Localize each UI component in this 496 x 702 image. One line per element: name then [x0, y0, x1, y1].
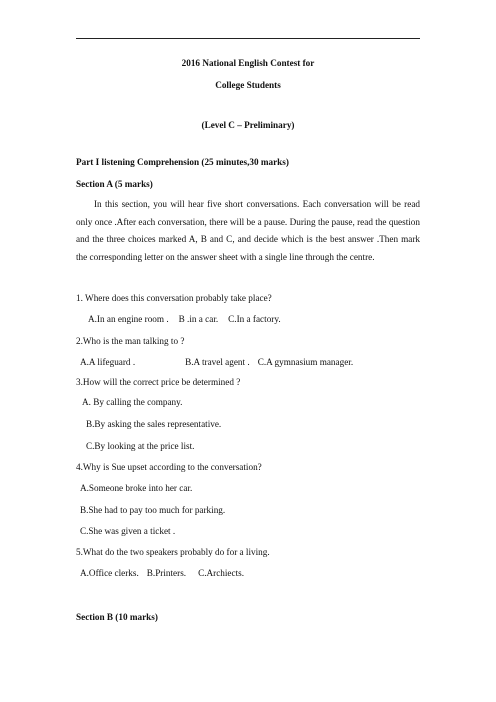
- question-4-option-c: C.She was given a ticket .: [80, 526, 176, 536]
- question-1-option-a: A.In an engine room .: [88, 314, 169, 324]
- question-2-option-c: C.A gymnasium manager.: [257, 357, 354, 367]
- question-4-option-b: B.She had to pay too much for parking.: [80, 505, 226, 515]
- section-b-heading: Section B (10 marks): [76, 612, 158, 622]
- question-5-options: [80, 568, 244, 578]
- contest-title: 2016 National English Contest for: [181, 58, 315, 68]
- question-4: 4.Why is Sue upset according to the conversation?: [76, 462, 262, 472]
- question-3-option-c: C.By looking at the price list.: [86, 441, 195, 451]
- part1-heading: Part I listening Comprehension (25 minutes,30 marks): [76, 157, 289, 167]
- question-1-option-c: C.In a factory.: [228, 314, 281, 324]
- question-2-option-a: A.A lifeguard .: [80, 357, 136, 367]
- question-3-option-b: B.By asking the sales representative.: [86, 419, 222, 429]
- question-2: 2.Who is the man talking to ?: [76, 336, 185, 346]
- question-2-option-b: B.A travel agent .: [185, 357, 250, 367]
- question-3-option-a: A. By calling the company.: [82, 397, 183, 407]
- section-a-heading: Section A (5 marks): [76, 179, 153, 189]
- question-3: 3.How will the correct price be determined ?: [76, 377, 241, 387]
- question-5: 5.What do the two speakers probably do for a living.: [76, 547, 270, 557]
- section-a-instructions: In this section, you will hear five short conversations. Each conversation will be read only once .After each conversation, there will be a pause. During the pause, read the question and the three choices marked A, B and C, and decide which is the best answer .Then mark the corresponding letter on the answer sheet with a single line through the centre.: [76, 199, 420, 262]
- question-5-option-c: C.Archiects.: [198, 568, 245, 578]
- question-1-option-b: B .in a car.: [178, 314, 219, 324]
- header-rule: [76, 38, 420, 39]
- contest-subtitle: College Students: [215, 80, 281, 90]
- question-4-option-a: A.Someone broke into her car.: [80, 483, 193, 493]
- question-5-option-b: B.Printers.: [146, 568, 187, 578]
- contest-level: (Level C – Preliminary): [201, 120, 295, 130]
- question-1-options: [88, 314, 281, 324]
- question-1: 1. Where does this conversation probably take place?: [76, 293, 272, 303]
- question-5-option-a: A.Office clerks.: [80, 568, 139, 578]
- question-2-options: [80, 357, 353, 367]
